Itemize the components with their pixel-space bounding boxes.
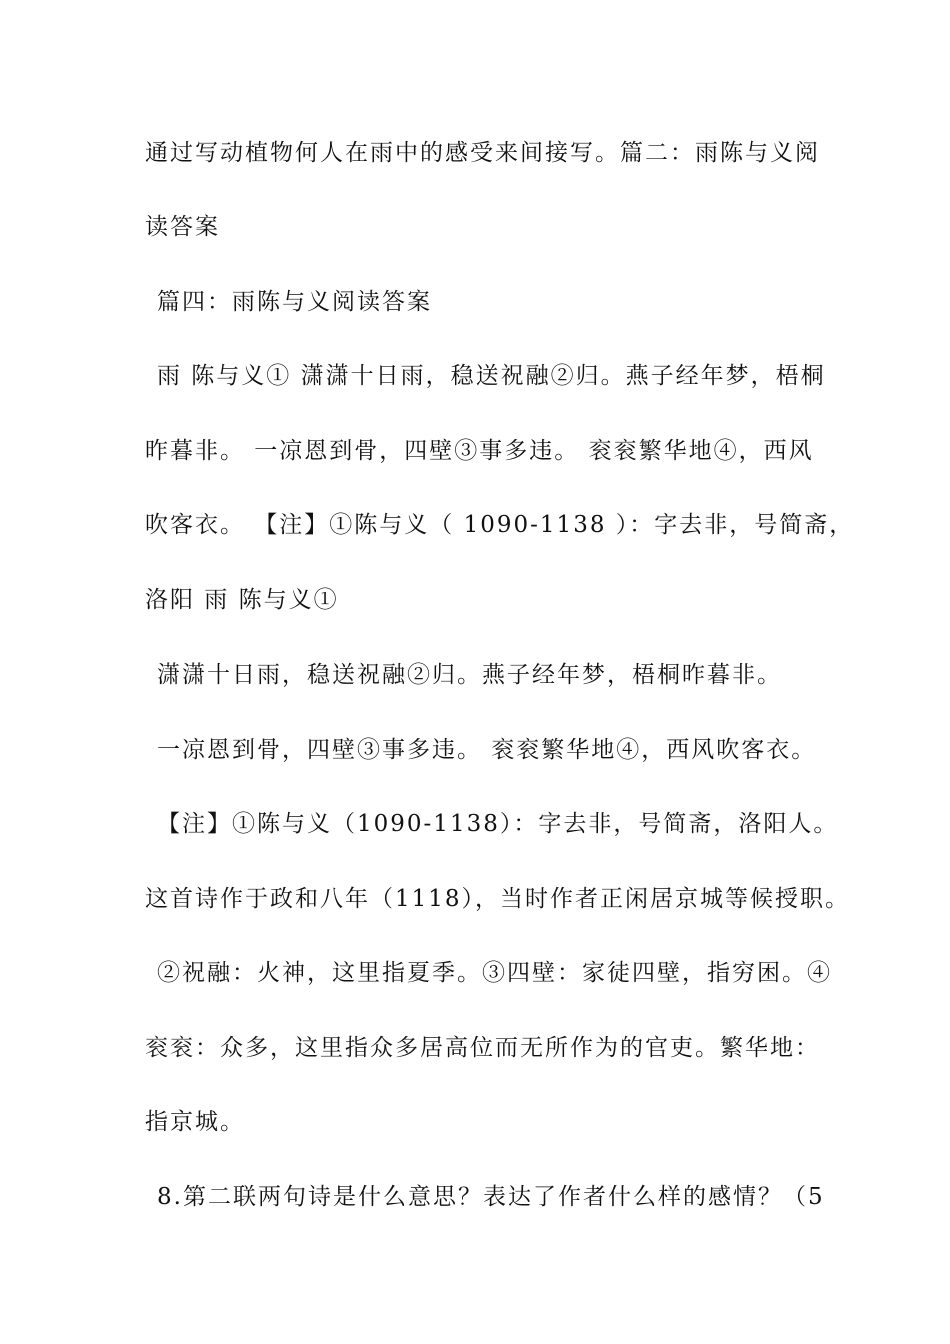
text-line-4: 雨 陈与义① 潇潇十日雨，稳送祝融②归。燕子经年梦，梧桐 bbox=[157, 363, 826, 389]
text-line-5: 昨暮非。 一凉恩到骨，四壁③事多违。 衮衮繁华地④，西风 bbox=[145, 438, 814, 464]
text-line-2: 读答案 bbox=[145, 214, 220, 240]
text-line-7: 洛阳 雨 陈与义① bbox=[145, 587, 339, 613]
text-line-14: 指京城。 bbox=[145, 1109, 245, 1135]
text-line-9: 一凉恩到骨，四壁③事多违。 衮衮繁华地④，西风吹客衣。 bbox=[157, 737, 817, 763]
text-line-3: 篇四：雨陈与义阅读答案 bbox=[157, 289, 432, 315]
text-line-13: 衮衮：众多，这里指众多居高位而无所作为的官吏。繁华地： bbox=[145, 1035, 820, 1061]
text-line-8: 潇潇十日雨，稳送祝融②归。燕子经年梦，梧桐昨暮非。 bbox=[157, 662, 782, 688]
text-line-10: 【注】①陈与义（1090-1138）：字去非，号简斋，洛阳人。 bbox=[157, 811, 839, 837]
text-line-11: 这首诗作于政和八年（1118），当时作者正闲居京城等候授职。 bbox=[145, 886, 851, 912]
text-line-15: 8.第二联两句诗是什么意思？表达了作者什么样的感情？（5 bbox=[157, 1184, 825, 1210]
text-line-12: ②祝融：火神，这里指夏季。③四壁：家徒四壁，指穷困。④ bbox=[157, 960, 832, 986]
text-line-6: 吹客衣。 【注】①陈与义（ 1090-1138 ）：字去非，号简斋， bbox=[145, 512, 855, 538]
text-line-1: 通过写动植物何人在雨中的感受来间接写。篇二：雨陈与义阅 bbox=[145, 140, 820, 166]
